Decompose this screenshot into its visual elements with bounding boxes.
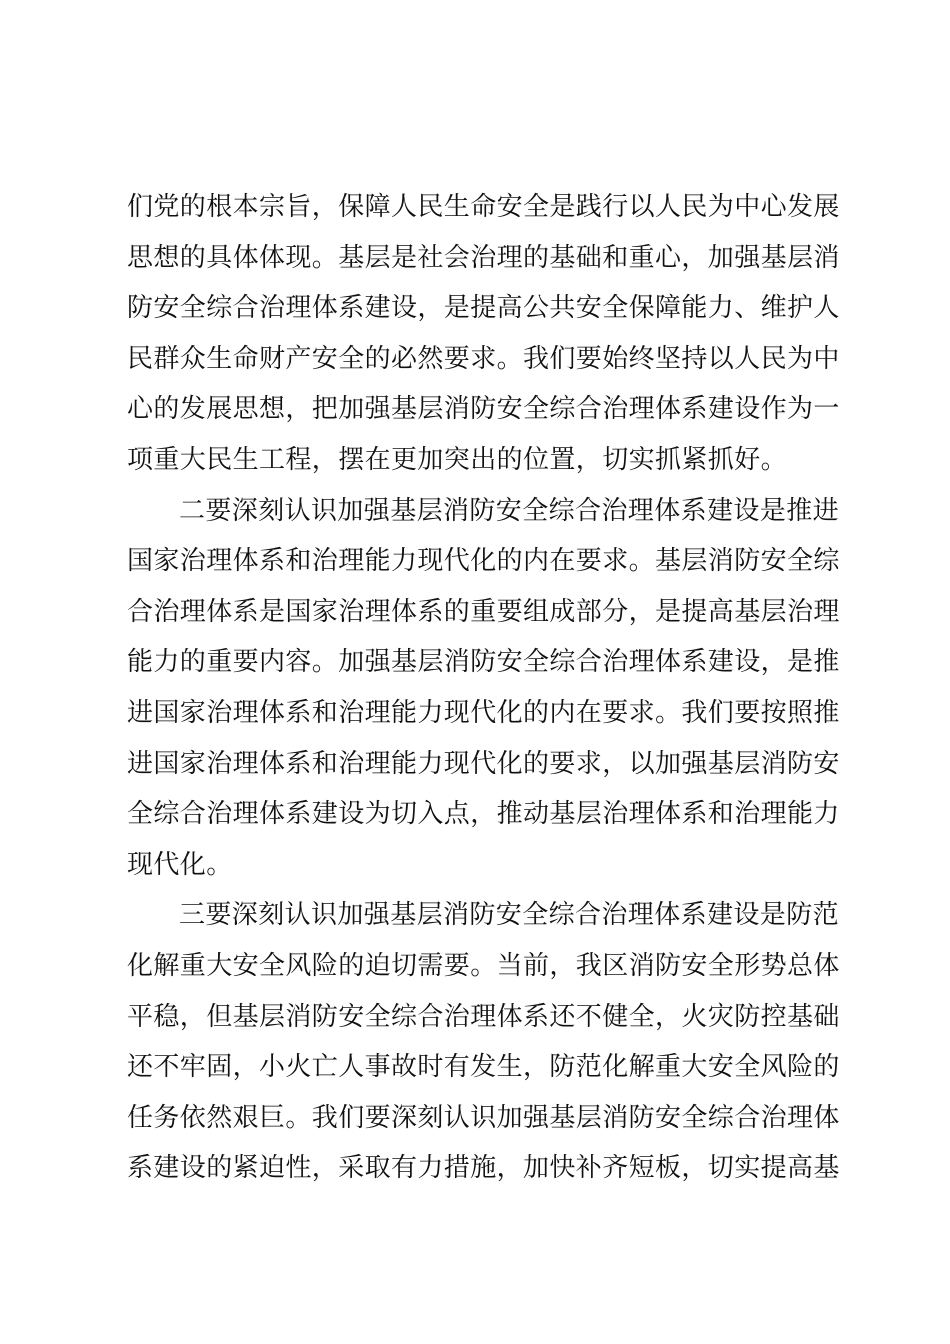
text-line: 平稳，但基层消防安全综合治理体系还不健全，火灾防控基础: [127, 1001, 840, 1032]
text-line: 化解重大安全风险的迫切需要。当前，我区消防安全形势总体: [127, 950, 840, 981]
text-line: 合治理体系是国家治理体系的重要组成部分，是提高基层治理: [127, 596, 840, 627]
text-line: 国家治理体系和治理能力现代化的内在要求。基层消防安全综: [127, 546, 840, 577]
text-line: 心的发展思想，把加强基层消防安全综合治理体系建设作为一: [127, 394, 840, 425]
paragraph-first-line: 二要深刻认识加强基层消防安全综合治理体系建设是推进: [179, 495, 840, 526]
text-line: 能力的重要内容。加强基层消防安全综合治理体系建设，是推: [127, 647, 840, 678]
text-line: 进国家治理体系和治理能力现代化的要求，以加强基层消防安: [127, 748, 840, 779]
text-line: 任务依然艰巨。我们要深刻认识加强基层消防安全综合治理体: [127, 1102, 840, 1133]
text-line: 民群众生命财产安全的必然要求。我们要始终坚持以人民为中: [127, 343, 840, 374]
text-line: 现代化。: [127, 849, 233, 880]
body-text: [127, 182, 847, 1194]
text-line: 防安全综合治理体系建设，是提高公共安全保障能力、维护人: [127, 293, 840, 324]
text-line: 思想的具体体现。基层是社会治理的基础和重心，加强基层消: [127, 242, 840, 273]
text-line: 项重大民生工程，摆在更加突出的位置，切实抓紧抓好。: [127, 444, 788, 475]
text-line: 们党的根本宗旨，保障人民生命安全是践行以人民为中心发展: [127, 192, 840, 222]
paragraph-first-line: 三要深刻认识加强基层消防安全综合治理体系建设是防范: [179, 900, 840, 931]
text-line: 系建设的紧迫性，采取有力措施，加快补齐短板，切实提高基: [127, 1153, 840, 1184]
text-line: 还不牢固，小火亡人事故时有发生，防范化解重大安全风险的: [127, 1052, 840, 1083]
text-line: 进国家治理体系和治理能力现代化的内在要求。我们要按照推: [127, 697, 840, 728]
text-line: 全综合治理体系建设为切入点，推动基层治理体系和治理能力: [127, 799, 840, 830]
